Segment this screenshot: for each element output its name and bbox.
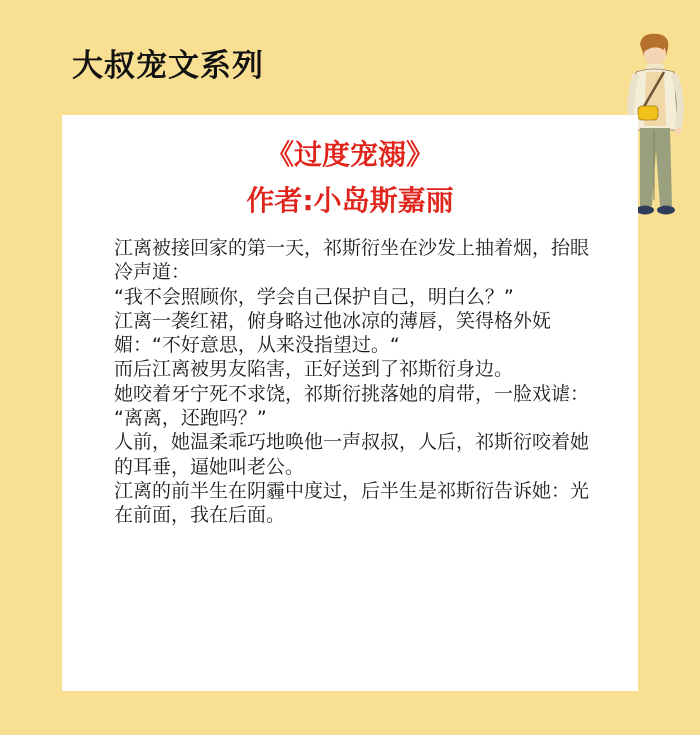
synopsis-paragraph: 江离被接回家的第一天，祁斯衍坐在沙发上抽着烟，抬眼冷声道： [114,237,590,284]
book-author: 作者:小岛斯嘉丽 [246,184,454,217]
synopsis-paragraph: “我不会照顾你，学会自己保护自己，明白么？” [114,285,514,308]
synopsis-paragraph: 江离的前半生在阴霾中度过，后半生是祁斯衍告诉她：光在前面，我在后面。 [114,479,590,527]
synopsis-paragraph: 而后江离被男友陷害，正好送到了祁斯衍身边。 [114,358,514,381]
synopsis-paragraph: “离离，还跑吗？” [114,407,267,430]
synopsis-card [62,115,638,691]
synopsis-text [114,236,590,528]
synopsis-paragraph: 她咬着牙宁死不求饶，祁斯衍挑落她的肩带，一脸戏谑： [114,382,590,405]
page-title: 大叔宠文系列 [72,48,264,84]
synopsis-paragraph: 江离一袭红裙，俯身略过他冰凉的薄唇，笑得格外妩媚：“不好意思，从来没指望过。“ [114,309,552,357]
book-title: 《过度宠溺》 [265,138,434,171]
synopsis-paragraph: 人前，她温柔乖巧地唤他一声叔叔，人后，祁斯衍咬着她的耳垂，逼她叫老公。 [114,431,590,478]
